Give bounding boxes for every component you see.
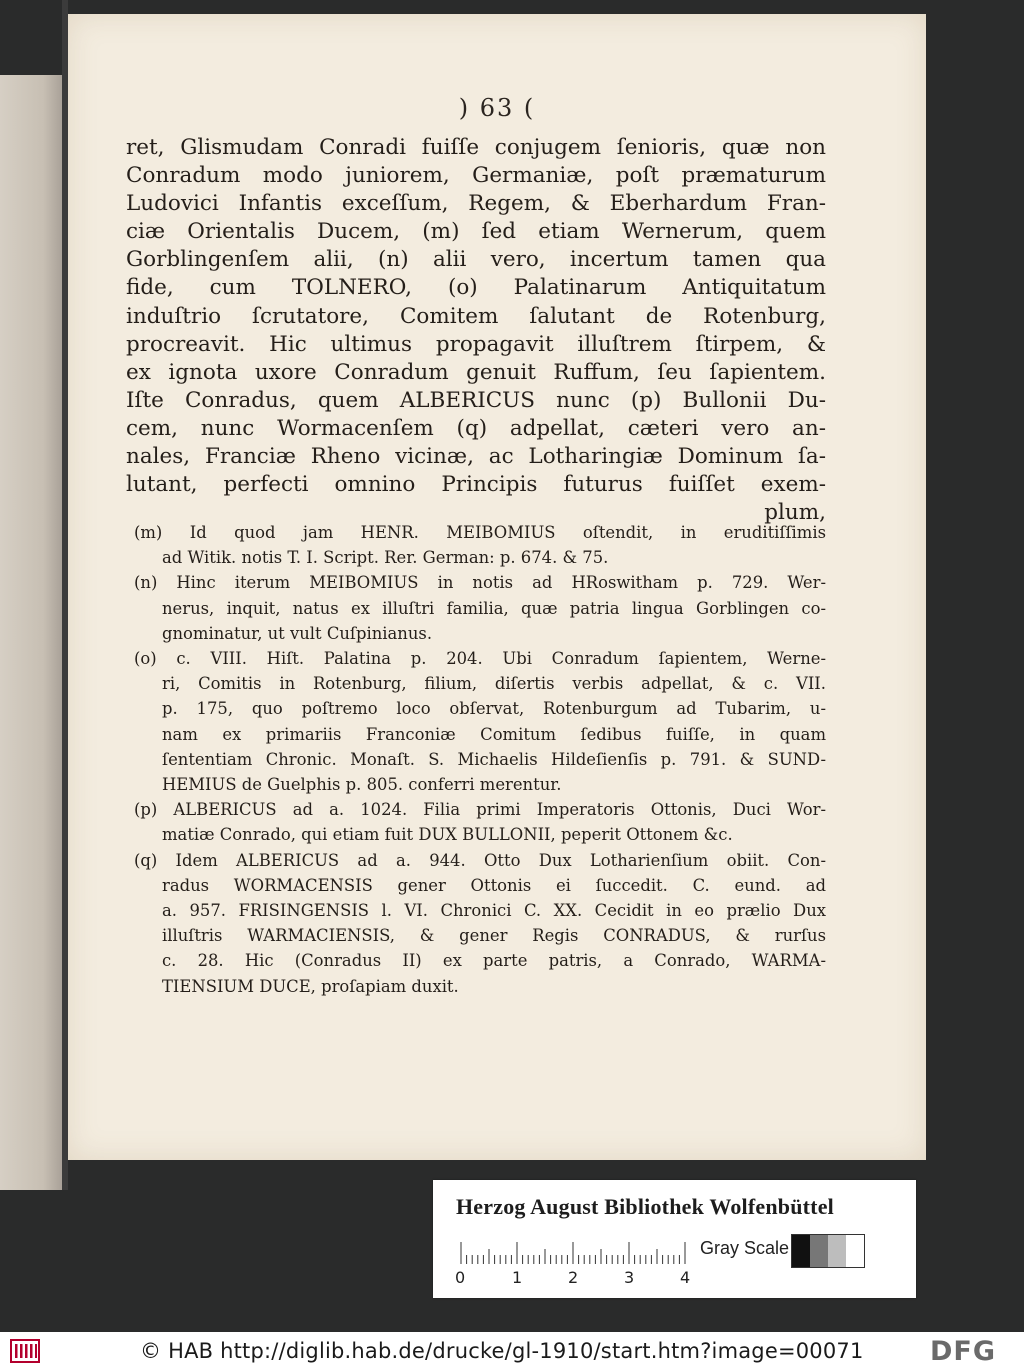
- footnote-line: TIENSIUM DUCE, proſapiam duxit.: [162, 976, 459, 996]
- footnote-line: nerus, inquit, natus ex illuſtri familia, quæ patria lingua Gorblingen co-: [162, 598, 826, 618]
- ruler-number: 0: [455, 1268, 466, 1287]
- body-line: ex ignota uxore Conradum genuit Ruffum, ſeu ſapientem.: [126, 359, 826, 385]
- footnote-line: radus WORMACENSIS gener Ottonis ei ſuccedit. C. eund. ad: [162, 875, 826, 895]
- document-page: [68, 14, 926, 1160]
- body-text: [126, 134, 826, 527]
- ruler-number: 2: [568, 1268, 579, 1287]
- page-number: ) 63 (: [458, 94, 536, 122]
- footnote-line: (n) Hinc iterum MEIBOMIUS in notis ad HRoswitham p. 729. Wer-: [134, 573, 826, 593]
- footnote-line: gnominatur, ut vult Cuſpinianus.: [162, 623, 433, 643]
- ruler-number: 4: [680, 1268, 691, 1287]
- footnote-line: c. 28. Hic (Conradus II) ex parte patris, a Conrado, WARMA-: [162, 951, 826, 971]
- gray-scale-swatches: [791, 1234, 865, 1268]
- gray-scale-label: Gray Scale: [700, 1238, 790, 1258]
- copyright-link[interactable]: © HAB http://diglib.hab.de/drucke/gl-1910/start.htm?image=00071: [140, 1339, 864, 1363]
- footnote-line: (o) c. VIII. Hiſt. Palatina p. 204. Ubi Conradum ſapientem, Werne-: [134, 649, 826, 669]
- footnote-line: a. 957. FRISINGENSIS l. VI. Chronici C. XX. Cecidit in eo prælio Dux: [162, 901, 826, 921]
- footnote-line: ſententiam Chronic. Monaſt. S. Michaelis Hildeſienſis p. 791. & SUND-: [162, 749, 826, 769]
- ruler-scale: [459, 1242, 689, 1264]
- library-name: Herzog August Bibliothek Wolfenbüttel: [456, 1194, 834, 1219]
- ruler-number: 3: [624, 1268, 635, 1287]
- footnote-line: illuſtris WARMACIENSIS, & gener Regis CONRADUS, & rurſus: [162, 926, 826, 946]
- hab-logo-icon: [10, 1338, 40, 1364]
- footnotes: [134, 520, 826, 999]
- body-line: cem, nunc Wormacenſem (q) adpellat, cæteri vero an-: [126, 415, 826, 441]
- footnote-line: HEMIUS de Guelphis p. 805. conferri merentur.: [162, 775, 562, 795]
- footnote-line: (m) Id quod jam HENR. MEIBOMIUS oſtendit, in eruditiſſimis: [134, 523, 826, 542]
- adjacent-page-edge: [0, 75, 62, 1190]
- gray-swatch: [828, 1235, 846, 1267]
- body-line: nales, Franciæ Rheno vicinæ, ac Lotharingiæ Dominum ſa-: [126, 444, 826, 470]
- body-line: ret, Glismudam Conradi fuiſſe conjugem ſenioris, quæ non: [126, 135, 826, 160]
- body-line: induſtrio ſcrutatore, Comitem ſalutant de Rotenburg,: [126, 303, 826, 329]
- body-line: Ludovici Infantis exceſſum, Regem, & Eberhardum Fran-: [126, 191, 826, 217]
- ruler-number: 1: [512, 1268, 523, 1287]
- color-reference-card: [433, 1180, 916, 1298]
- gray-swatch: [792, 1235, 810, 1267]
- body-line: procreavit. Hic ultimus propagavit illuſtrem ſtirpem, &: [126, 331, 826, 357]
- gray-swatch: [846, 1235, 864, 1267]
- footnote-line: ri, Comitis in Rotenburg, filium, diſertis verbis adpellat, & c. VII.: [162, 674, 826, 694]
- footnote-line: nam ex primariis Franconiæ Comitum ſedibus fuiſſe, in quam: [162, 724, 826, 744]
- body-line: ciæ Orientalis Ducem, (m) ſed etiam Wernerum, quem: [126, 219, 826, 245]
- body-line: lutant, perfecti omnino Principis futurus fuiſſet exem-: [126, 472, 826, 498]
- footnote-line: (p) ALBERICUS ad a. 1024. Filia primi Imperatoris Ottonis, Duci Wor-: [134, 800, 826, 820]
- footnote-line: (q) Idem ALBERICUS ad a. 944. Otto Dux Lotharienſium obiit. Con-: [134, 850, 826, 870]
- footnote-line: p. 175, quo poſtremo loco obſervat, Rotenburgum ad Tubarim, u-: [162, 699, 826, 719]
- body-line: fide, cum TOLNERO, (o) Palatinarum Antiquitatum: [126, 275, 826, 301]
- body-line: plum,: [764, 500, 826, 526]
- dfg-logo: DFG: [930, 1336, 997, 1367]
- gray-swatch: [810, 1235, 828, 1267]
- footnote-line: matiæ Conrado, qui etiam fuit DUX BULLONII, peperit Ottonem &c.: [162, 825, 733, 845]
- body-line: Gorblingenſem alii, (n) alii vero, incertum tamen qua: [126, 247, 826, 273]
- footnote-line: ad Witik. notis T. I. Script. Rer. German: p. 674. & 75.: [162, 548, 609, 568]
- body-line: Iſte Conradus, quem ALBERICUS nunc (p) Bullonii Du-: [126, 387, 826, 413]
- body-line: Conradum modo juniorem, Germaniæ, poſt præmaturum: [126, 163, 826, 189]
